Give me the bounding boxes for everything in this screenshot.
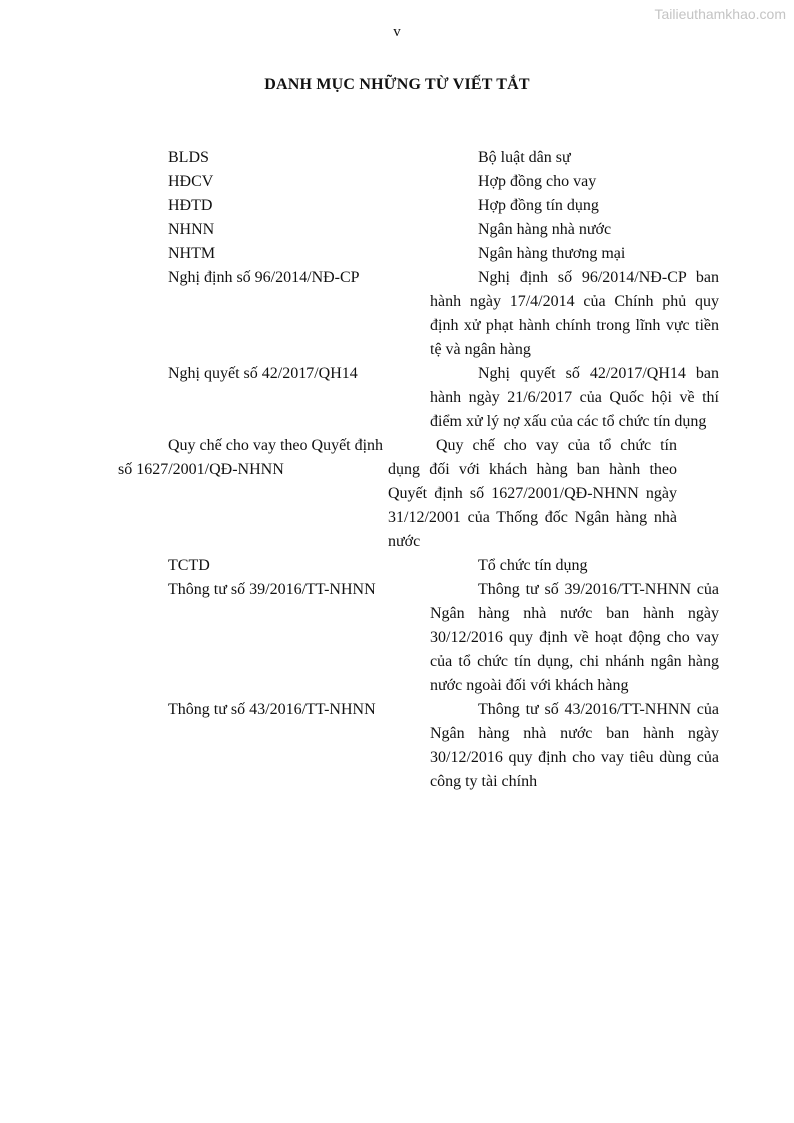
abbreviation-term: HĐTD (168, 197, 213, 214)
abbreviation-entry (0, 434, 794, 554)
abbreviation-definition: Hợp đồng tín dụng (478, 197, 599, 214)
abbreviation-definition: Thông tư số 39/2016/TT-NHNN của Ngân hàng nhà nước ban hành ngày 30/12/2016 quy định về hoạt động cho vay của tổ chức tín dụng, chi nhánh ngân hàng nước ngoài đối với khách hàng (430, 581, 719, 694)
abbreviation-definition: Ngân hàng thương mại (478, 245, 626, 262)
abbreviation-definition: Hợp đồng cho vay (478, 173, 597, 190)
abbreviation-list (0, 146, 794, 794)
abbreviation-entry (0, 698, 794, 794)
abbreviation-entry (0, 266, 794, 362)
abbreviation-term: Thông tư số 43/2016/TT-NHNN (168, 701, 376, 718)
abbreviation-term: TCTD (168, 557, 210, 574)
abbreviation-entry (0, 218, 794, 242)
page-title: DANH MỤC NHỮNG TỪ VIẾT TẮT (264, 76, 530, 93)
abbreviation-term: NHTM (168, 245, 216, 262)
abbreviation-term: Nghị quyết số 42/2017/QH14 (168, 365, 358, 382)
abbreviation-definition: Bộ luật dân sự (478, 149, 571, 166)
abbreviation-definition: Quy chế cho vay của tổ chức tín dụng đối với khách hàng ban hành theo Quyết định số 1627/2001/QĐ-NHNN ngày 31/12/2001 của Thống đốc Ngân hàng nhà nước (388, 437, 677, 550)
abbreviation-entry (0, 170, 794, 194)
abbreviation-entry (0, 362, 794, 434)
abbreviation-definition: Nghị định số 96/2014/NĐ-CP ban hành ngày 17/4/2014 của Chính phủ quy định xử phạt hành chính trong lĩnh vực tiền tệ và ngân hàng (430, 269, 719, 358)
abbreviation-term: HĐCV (168, 173, 214, 190)
abbreviation-definition: Thông tư số 43/2016/TT-NHNN của Ngân hàng nhà nước ban hành ngày 30/12/2016 quy định cho vay tiêu dùng của công ty tài chính (430, 701, 719, 790)
watermark: Tailieuthamkhao.com (654, 6, 786, 22)
abbreviation-definition: Ngân hàng nhà nước (478, 221, 612, 238)
abbreviation-entry (0, 578, 794, 698)
abbreviation-term: NHNN (168, 221, 215, 238)
abbreviation-entry (0, 146, 794, 170)
abbreviation-term: BLDS (168, 149, 209, 166)
abbreviation-entry (0, 242, 794, 266)
abbreviation-term: Nghị định số 96/2014/NĐ-CP (168, 269, 360, 286)
abbreviation-definition: Nghị quyết số 42/2017/QH14 ban hành ngày 21/6/2017 của Quốc hội về thí điểm xử lý nợ xấu của các tổ chức tín dụng (430, 365, 719, 430)
abbreviation-term: Thông tư số 39/2016/TT-NHNN (168, 581, 376, 598)
page-number: v (393, 24, 401, 40)
abbreviation-definition: Tổ chức tín dụng (478, 557, 588, 574)
abbreviation-term: Quy chế cho vay theo Quyết định số 1627/2001/QĐ-NHNN (118, 437, 384, 478)
abbreviation-entry (0, 554, 794, 578)
abbreviation-entry (0, 194, 794, 218)
